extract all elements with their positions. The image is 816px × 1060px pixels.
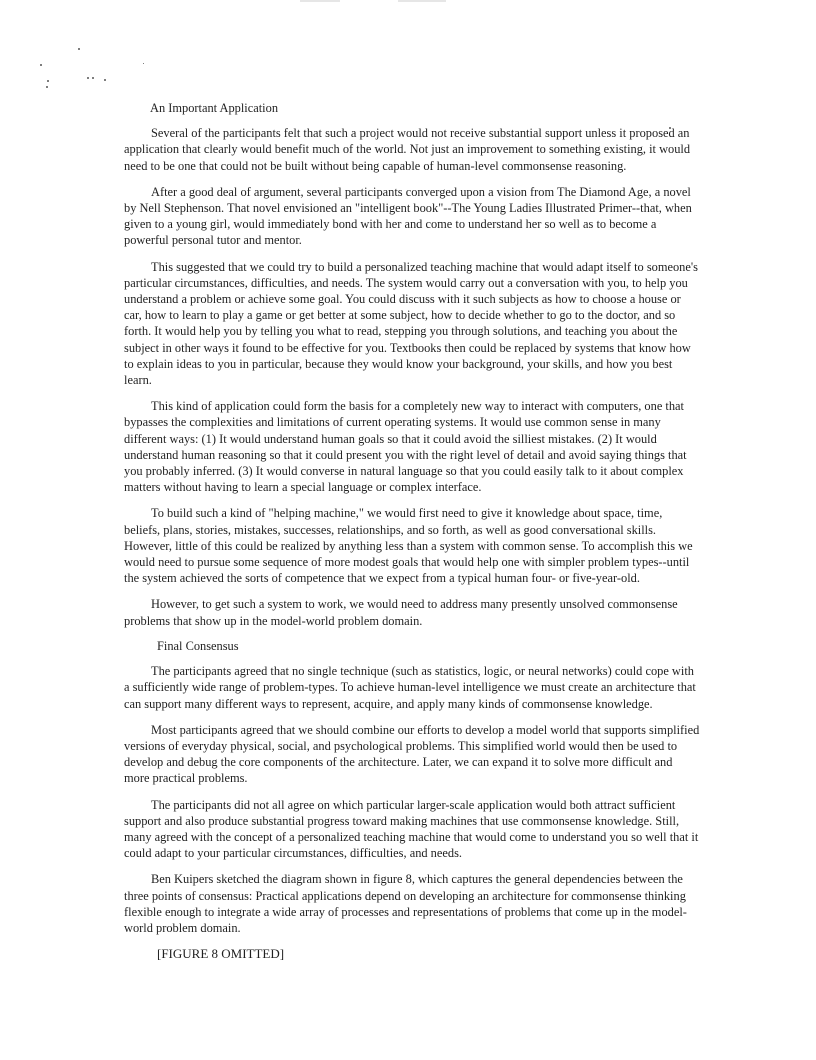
paragraph: Several of the participants felt that such a project would not receive substantial support unless it proposed an application that clearly would benefit much of the world. Not just an improvement to something existing, it would need to be one that could not be built without being capable of human-level commonsense reasoning. xyxy=(124,126,691,173)
scan-speck xyxy=(78,48,80,50)
paragraph: To build such a kind of "helping machine," we would first need to give it knowledge about space, time, beliefs, plans, stories, mistakes, successes, relationships, and so forth, as well as good conversational skills. However, little of this could be realized by anything less than a system with common sense. To accomplish this we would need to pursue some sequence of more modest goals that would help one with simpler problem types--until the system achieved the sorts of competence that we expect from a typical human four- or five-year-old. xyxy=(124,506,693,586)
scan-artifact-line xyxy=(398,0,446,2)
scan-artifact-line xyxy=(300,0,340,2)
paragraph: The participants agreed that no single technique (such as statistics, logic, or neural networks) could cope with a sufficiently wide range of problem-types. To achieve human-level intelligence we must create an architecture that can support many different ways to represent, acquire, and apply many kinds of commonsense knowledge. xyxy=(124,664,696,711)
scan-speck xyxy=(92,77,94,79)
scan-speck xyxy=(143,63,144,64)
section-heading-important-application: An Important Application xyxy=(150,101,279,115)
paragraph: After a good deal of argument, several participants converged upon a vision from The Diamond Age, a novel by Nell Stephenson. That novel envisioned an "intelligent book"--The Young Ladies Illustrated Primer--that, when given to a young girl, would immediately bond with her and come to understand her so well as to become a powerful personal tutor and mentor. xyxy=(124,184,692,248)
paragraph: The participants did not all agree on which particular larger-scale application would both attract sufficient support and also produce substantial progress toward making machines that use commonsense knowledge. Still, many agreed with the concept of a personalized teaching machine that would come to understand you so well that it could adapt to your particular circumstances, difficulties, and needs. xyxy=(124,797,699,861)
scan-speck xyxy=(104,79,106,81)
paragraph: This suggested that we could try to build a personalized teaching machine that would adapt itself to someone's particular circumstances, difficulties, and needs. The system would carry out a conversation with you, to help you understand a problem or achieve some goal. You could discuss with it such subjects as how to choose a house or car, how to learn to play a game or get better at some subject, how to decide whether to go to the doctor, and so forth. It would help you by telling you what to read, stepping you through solutions, and teaching you about the subject in other ways it found to be effective for you. Textbooks then could be replaced by systems that know how to explain ideas to you in particular, because they would know your background, your skills, and how you best learn. xyxy=(124,259,698,388)
figure-placeholder: [FIGURE 8 OMITTED] xyxy=(157,946,285,962)
paragraph: This kind of application could form the basis for a completely new way to interact with computers, one that bypasses the complexities and limitations of current operating systems. It would use common sense in many different ways: (1) It would understand human goals so that it could avoid the silliest mistakes. (2) It would understand human reasoning so that it could present you with the right level of detail and avoid saying things that you probably inferred. (3) It would converse in natural language so that you could easily talk to it about complex matters without having to learn a special language or complex interface. xyxy=(124,399,687,495)
scan-speck xyxy=(87,77,89,79)
paragraph: Most participants agreed that we should combine our efforts to develop a model world that supports simplified versions of everyday physical, social, and psychological problems. This simplified world would then be used to develop and debug the core components of the architecture. Later, we can expand it to solve more difficult and more practical problems. xyxy=(124,722,700,786)
scan-speck xyxy=(46,86,48,88)
paragraph: However, to get such a system to work, we would need to address many presently unsolved commonsense problems that show up in the model-world problem domain. xyxy=(124,597,678,628)
document-page xyxy=(124,100,700,962)
paragraph: Ben Kuipers sketched the diagram shown in figure 8, which captures the general dependencies between the three points of consensus: Practical applications depend on developing an architecture for commonsense thinking flexible enough to integrate a wide array of processes and representations of problems that come up in the model-world problem domain. xyxy=(124,872,687,935)
section-heading-final-consensus: Final Consensus xyxy=(157,638,239,653)
scan-speck xyxy=(47,80,49,82)
scan-speck xyxy=(40,64,42,66)
